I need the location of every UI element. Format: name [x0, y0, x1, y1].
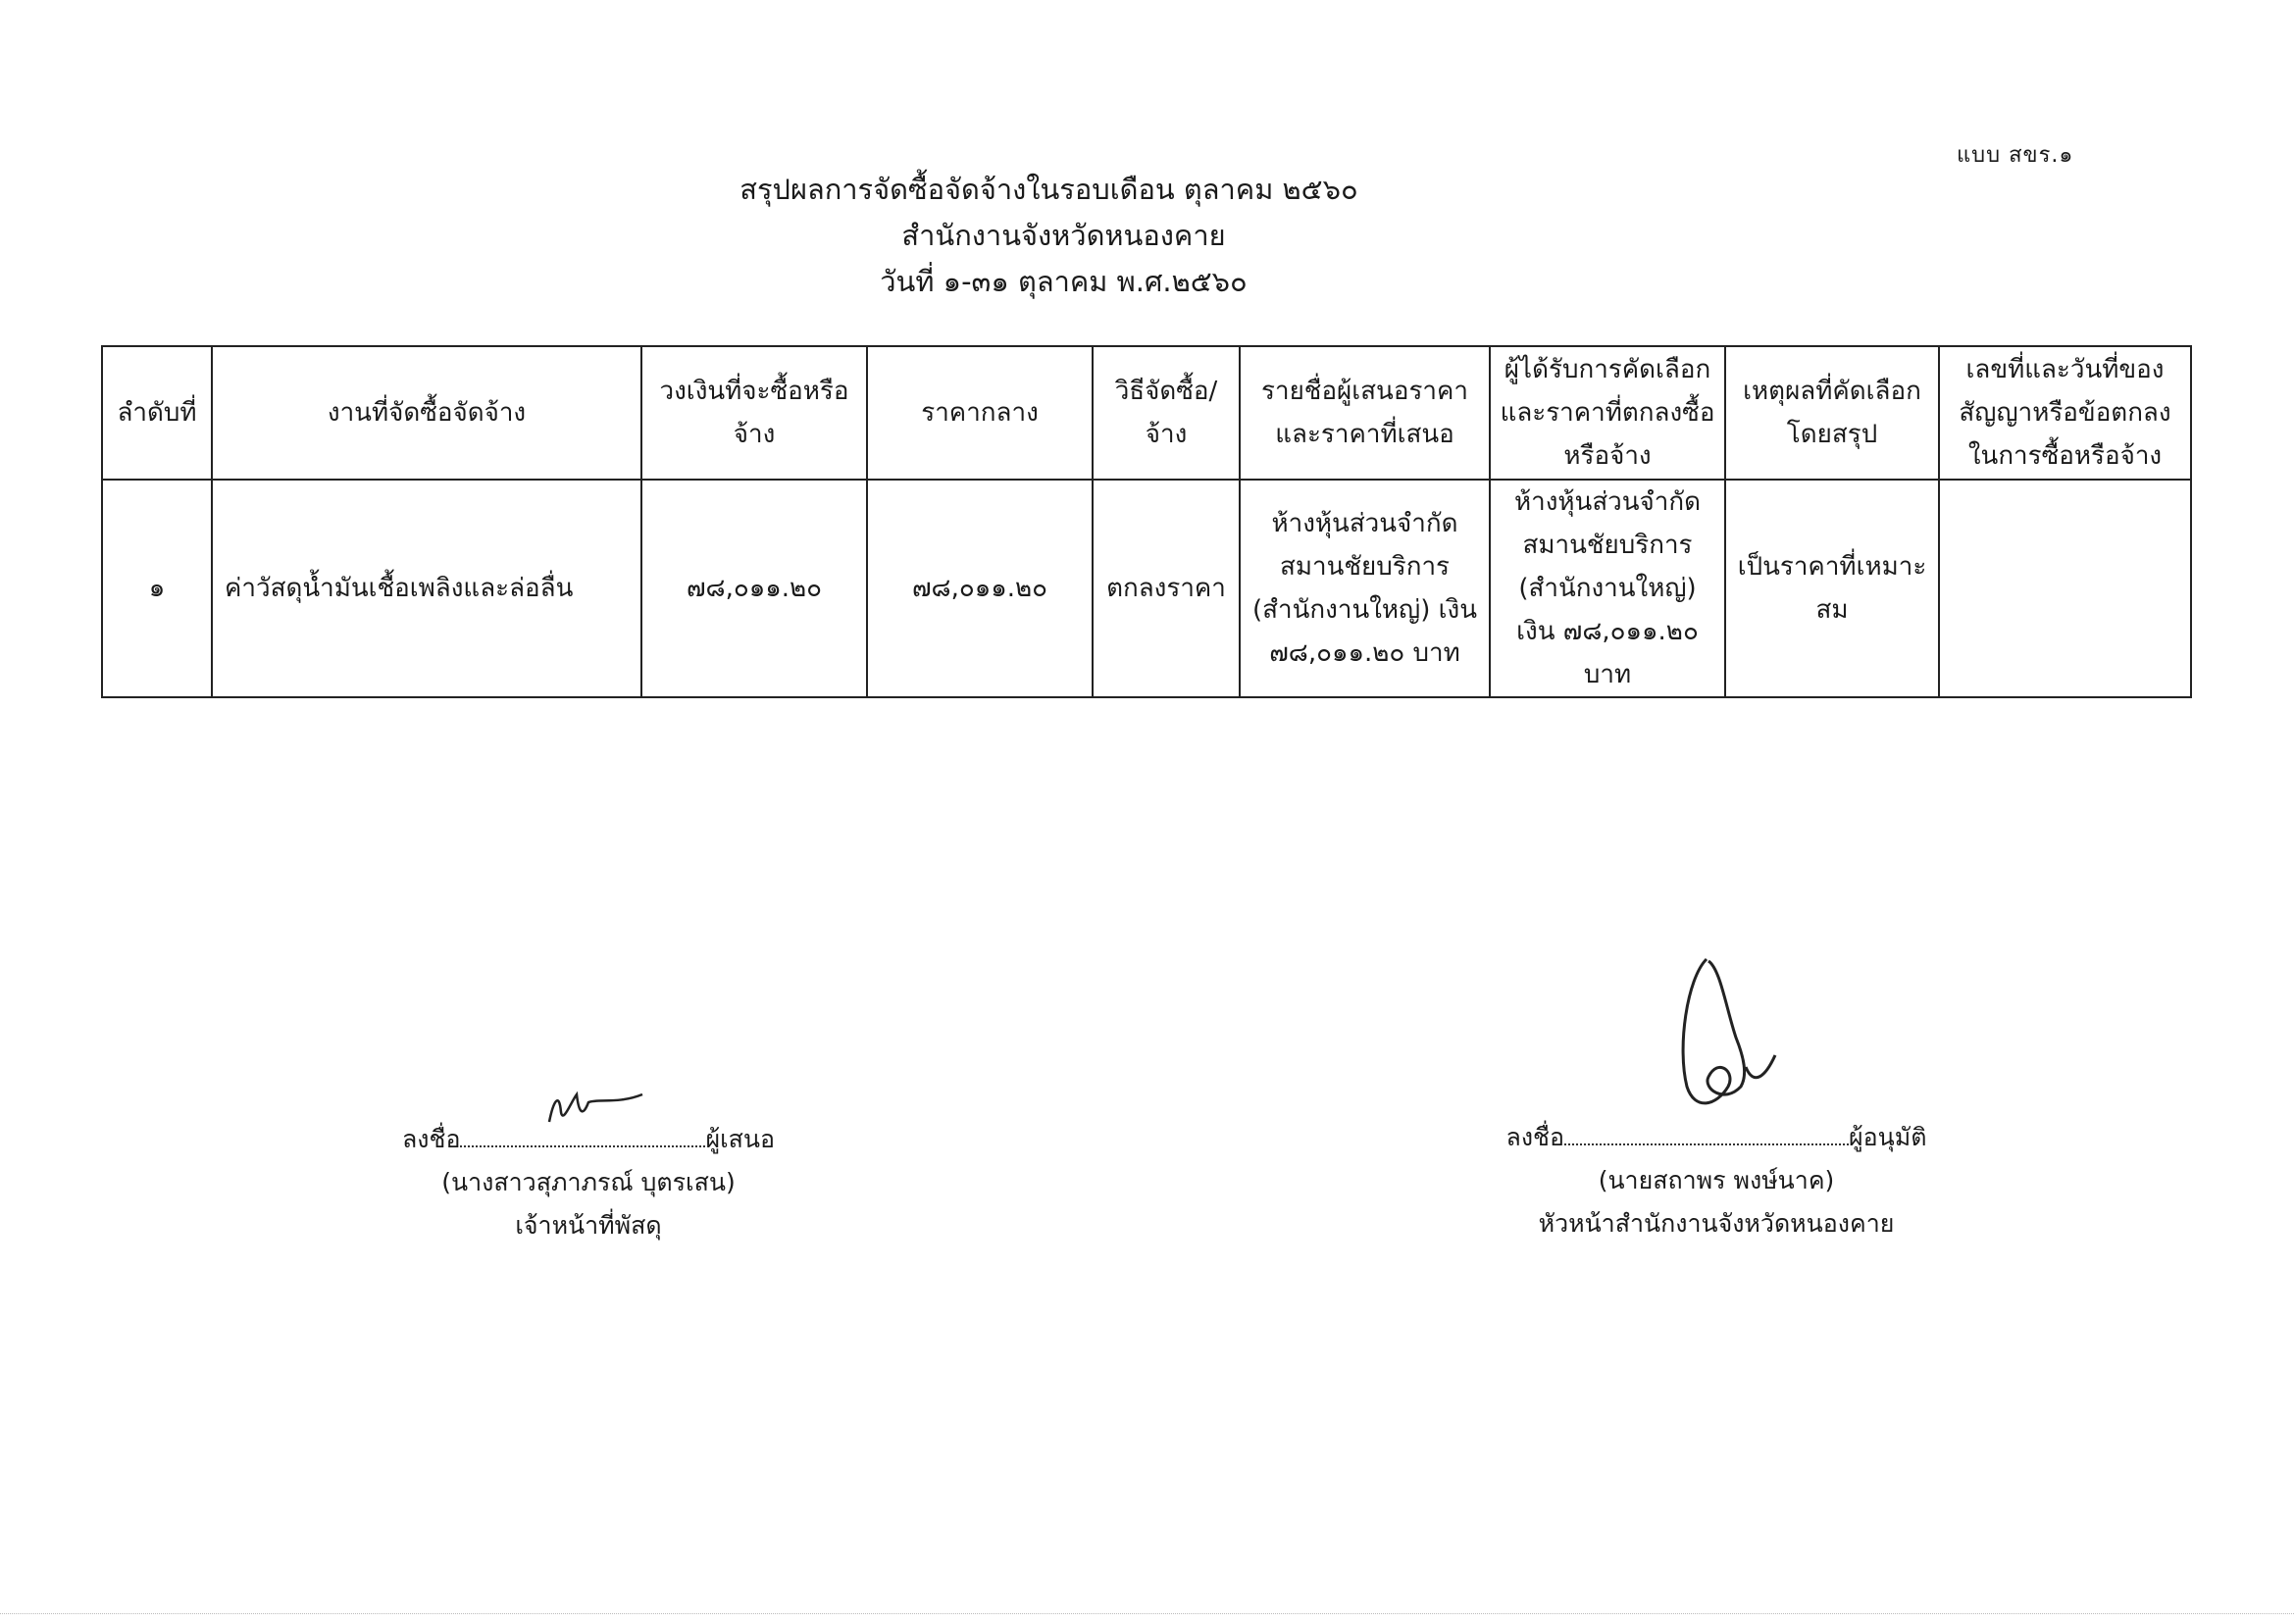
- header-cell-bidders: รายชื่อผู้เสนอราคาและราคาที่เสนอ: [1240, 346, 1490, 480]
- cell-item: ค่าวัสดุน้ำมันเชื้อเพลิงและล่อลื่น: [212, 480, 641, 697]
- document-header: [0, 167, 2294, 305]
- form-code: แบบ สขร.๑: [1957, 143, 2074, 168]
- scan-edge-line: [0, 1613, 2294, 1614]
- proposer-signature-block: [373, 1083, 804, 1247]
- header-cell-contract: เลขที่และวันที่ของสัญญาหรือข้อตกลงในการซื้อหรือจ้าง: [1939, 346, 2191, 480]
- date-range: วันที่ ๑-๓๑ ตุลาคม พ.ศ.๒๕๖๐: [880, 265, 1248, 298]
- header-cell-budget: วงเงินที่จะซื้อหรือจ้าง: [641, 346, 867, 480]
- signature-line: [1564, 1122, 1849, 1145]
- office-name: สำนักงานจังหวัดหนองคาย: [901, 219, 1226, 252]
- approver-signature-block: [1461, 939, 1971, 1245]
- header-cell-no: ลำดับที่: [102, 346, 212, 480]
- cell-bidders: ห้างหุ้นส่วนจำกัด สมานชัยบริการ (สำนักงานใหญ่) เงิน ๗๘,๐๑๑.๒๐ บาท: [1240, 480, 1490, 697]
- header-cell-method: วิธีจัดซื้อ/จ้าง: [1093, 346, 1240, 480]
- sign-prefix: ลงชื่อ: [1505, 1123, 1565, 1151]
- cell-budget: ๗๘,๐๑๑.๒๐: [641, 480, 867, 697]
- header-cell-median-price: ราคากลาง: [867, 346, 1093, 480]
- table-header-row: [102, 346, 2191, 480]
- role-label: ผู้อนุมัติ: [1849, 1123, 1927, 1151]
- signer-name: (นางสาวสุภาภรณ์ บุตรเสน): [441, 1168, 736, 1196]
- sign-prefix: ลงชื่อ: [401, 1125, 461, 1153]
- signer-name: (นายสถาพร พงษ์นาค): [1598, 1166, 1835, 1194]
- header-cell-reason: เหตุผลที่คัดเลือกโดยสรุป: [1725, 346, 1939, 480]
- document-title: สรุปผลการจัดซื้อจัดจ้างในรอบเดือน ตุลาคม ๒๕๖๐: [739, 173, 1358, 206]
- signer-position: หัวหน้าสำนักงานจังหวัดหนองคาย: [1538, 1209, 1895, 1238]
- signature-mark: [1618, 939, 1814, 1126]
- cell-median-price: ๗๘,๐๑๑.๒๐: [867, 480, 1093, 697]
- signer-position: เจ้าหน้าที่พัสดุ: [515, 1211, 662, 1240]
- cell-no: ๑: [102, 480, 212, 697]
- header-cell-item: งานที่จัดซื้อจัดจ้าง: [212, 346, 641, 480]
- role-label: ผู้เสนอ: [705, 1125, 776, 1153]
- cell-method: ตกลงราคา: [1093, 480, 1240, 697]
- table-row: [102, 480, 2191, 697]
- cell-contract: [1939, 480, 2191, 697]
- cell-reason: เป็นราคาที่เหมาะสม: [1725, 480, 1939, 697]
- header-cell-selected: ผู้ได้รับการคัดเลือกและราคาที่ตกลงซื้อหรือจ้าง: [1490, 346, 1725, 480]
- procurement-summary-table: [101, 345, 2192, 698]
- cell-selected: ห้างหุ้นส่วนจำกัด สมานชัยบริการ (สำนักงานใหญ่) เงิน ๗๘,๐๑๑.๒๐ บาท: [1490, 480, 1725, 697]
- signature-line: [460, 1124, 705, 1147]
